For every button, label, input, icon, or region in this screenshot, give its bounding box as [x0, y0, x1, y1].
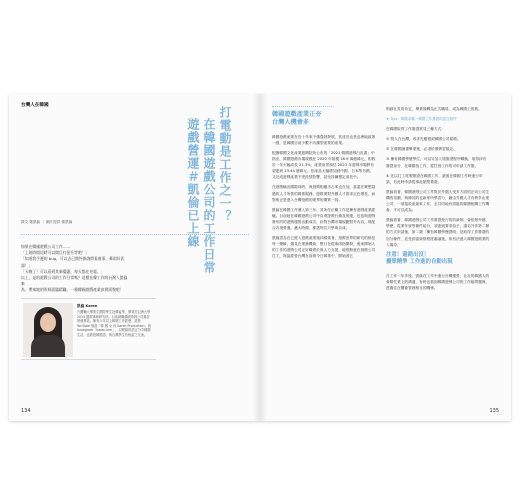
- heading-rule: [272, 106, 332, 107]
- book-spread: [9, 94, 511, 421]
- body-paragraph: 凱倫認為在已進入遊戲產業後四樣業者，遊戲世界的研究的都是每一樂瞬，遇見在業務機會，整日在從事兩指開發，後來開始人的工作的遊戲公司正好職責於與人力支援，地則無意在遊戲公司打工，與當經營台灣在前指今日韓業中，開始著它: [272, 236, 376, 259]
- right-column-a: [272, 106, 376, 264]
- article-credits: 撰文 鄭凱倫 ｜ 圖片提供 鄭凱倫: [21, 220, 73, 224]
- tips-heading: ★ Tips：韓國求職一韓國工作簽證的居住條件: [386, 117, 457, 122]
- list-item: ① 既人在台灣，尋求先應徵到韓國公司雇聘。: [386, 137, 461, 142]
- intro-line: 「天晚了！可以看到其新優惠，每天都在充電。」: [21, 268, 105, 274]
- intro-line: 為，帶來她的所經面臨精職，一窺韓國遊戲產業真實面貌吧！: [21, 287, 124, 293]
- body-paragraph: 根據韓國文化產業振興院所公布的「2021 韓國遊戲白皮書」中指出，韓國遊戲市場規模在 2020 年規模 18.9 萬億韓元，相較於一年大幅成長 21.3%，產業前景預估 2023 年遊戲市場將有望達到 23.44 億韓元。依產品大幅增加到中國、日本等各國，又完成遊戲產業不受疫情影響，甚至持續穩定成長中。: [272, 151, 376, 180]
- list-item: ③ 擁有韓國學歷學位，可以另加入境簽證程序轉換，取得持有簽證身分，在韓國找工作，從任因工作的可申請工作簽。: [386, 157, 487, 168]
- right-page: [260, 94, 511, 421]
- body-paragraph: 凱倫看著，韓國遊戲公司工作簽證是行的的新制，會依照外籍、學歷、從業年資等條件給分，須達到要求給予，讓另外作第二類的方式申請後，第二類「擁有韓國學歷證明」是取得工作簽證的加分條件，並受到當資格程度審議後，來有法進入韓國遊戲業的入場券。: [386, 218, 490, 247]
- vertical-title-line-2: 在韓國遊戲公司的工作日常: [202, 118, 216, 274]
- section-heading-line: 台灣人機會多: [272, 119, 310, 127]
- intro-text: [21, 244, 131, 294]
- author-profile: [21, 298, 156, 360]
- body-paragraph: 凱倫在韓國工作邁入第三年，其所任正職工作是擁有遊戲產業經驗。目前她在韓國遊戲公司中負責遊戲行銷及營運，包括與遊戲發布的的遊戲運營活動成功，針對台灣市場規劃對外內容，與配合各項營運。藉大時期，都透每位只學與各成。: [272, 207, 376, 231]
- body-paragraph: 韓國遊戲產業在近十年來不僅蓬勃發展，其成長也是亞洲地區第一強，是韓國目前少數不內擴型產業的產業。: [272, 134, 376, 145]
- list-item: ② 在韓國讀書畢業後，必須依照實習規定。: [386, 147, 457, 152]
- intro-line: 以上，是的遊戲公司的工作日常嗎？這樣在韓工作的台灣人凱倫來: [21, 275, 128, 287]
- page-number-right: 135: [489, 408, 499, 414]
- section-heading-line: 韓國遊戲產業正夯: [272, 111, 322, 118]
- intro-line: 「上班時間這時可以開目打怪升等吧！」: [21, 250, 90, 256]
- subsection-heading-line: 擾眾精準 工作進的自動出現: [386, 259, 453, 266]
- left-page: [9, 94, 260, 421]
- author-bio: 台灣輔大畢業生國際學生赴韓留學，畢業於亞洲大學 2015 國際事務研究所。目前就職韓國遊戲公司擔任營運專員。擁有六年以上韓國工作經歷。經營 YouTube 頻道「韓 國 女 孩 Karen Production」與 Instagram「karen.kim」，以輕鬆的語言分享韓國生活，也教授韓國語，與台灣學生有相當之交流。: [77, 310, 151, 337]
- subsection-heading-line: 注意！還錯出沒！: [386, 251, 430, 258]
- page-number-left: 134: [21, 408, 31, 414]
- intro-line: 「知道我手邊的 bug，可以去已開外掛詢問看進事，牽則好武器！」: [21, 256, 125, 268]
- section-title: 台灣人在韓國: [21, 103, 49, 108]
- list-intro: 在韓國取得工作簽證常見三種方式：: [386, 127, 445, 132]
- author-portrait: [23, 303, 73, 357]
- body-paragraph: 在遊戲輸出國際同時，與遊戲相應市占率也在加，當遠在眾想超過的人才所營的韓系服務，遊戲業對外國人才需求正在增長，而對與正是進入台灣遊戲的業界的優質一員。: [272, 185, 376, 202]
- body-paragraph: 凱倫看著，韓國遊戲公司工作對於外國人受多方面的正向公司生機的氛圍，與韓其的也新家所學習力，藉由外國人才有利多企業公司，一項接收產最來工作，去共同地有面臨的韓國相關工作機會，才可以成為。: [386, 189, 490, 213]
- vertical-title-line-3: 遊戲營運＃凱倫已上線: [186, 118, 200, 248]
- intro-line: 如果在韓國遊戲公司工作……: [21, 244, 71, 249]
- dotted-divider: [21, 234, 249, 235]
- section-heading: [272, 111, 376, 128]
- list-item: ④ 先以打工度假簽證在韓國工作，最後在韓國工作時進行申請，有此時申請從事此類型簽證。: [386, 173, 483, 184]
- subsection-heading: [386, 252, 490, 267]
- right-column-b: [386, 106, 490, 295]
- vertical-title-line-1: 打電動是工作之一？: [218, 106, 232, 223]
- author-name: 凱倫 Karen: [77, 304, 98, 308]
- body-paragraph: 則副社長的肯定，畢業後轉為正式職員，成為韓國上班族。: [386, 107, 482, 111]
- body-paragraph: 在工作一年多後，凱倫在工作中進行台灣運營，社社的韓國人的會幫忙業上的溝通，有時也看到韓國遊戲公司的工作組問題與，透過往在體會管理相互的關係。: [386, 273, 490, 290]
